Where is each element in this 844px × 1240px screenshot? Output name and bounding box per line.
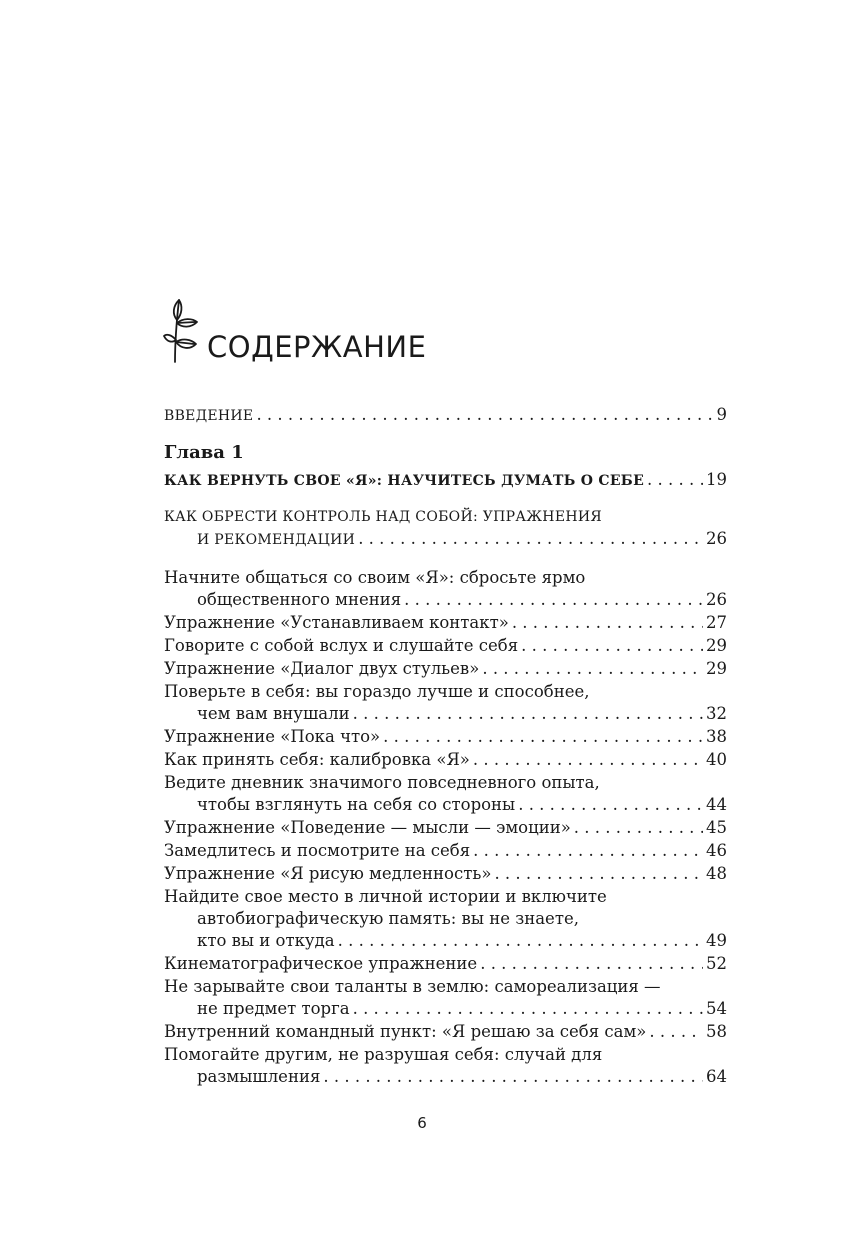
toc-entry-title: ВВЕДЕНИЕ: [164, 408, 254, 424]
toc-entry-chapter-title[interactable]: [164, 469, 727, 492]
toc-entry-page: 29: [706, 636, 727, 655]
dot-leader: [521, 635, 703, 657]
toc-entry-page: 26: [706, 590, 727, 609]
toc-entry-title-line: Помогайте другим, не разрушая себя: случай для: [164, 1045, 603, 1064]
toc-entry[interactable]: [164, 749, 727, 771]
dot-leader: [518, 794, 703, 816]
toc-entry-title-line: Упражнение «Устанавливаем контакт»: [164, 613, 509, 632]
toc-entry-title-line: Упражнение «Диалог двух стульев»: [164, 659, 480, 678]
toc-entry-title-line: Ведите дневник значимого повседневного опыта,: [164, 773, 600, 792]
toc-entry-page: 48: [706, 864, 727, 883]
toc-entry-page: 19: [706, 470, 727, 489]
dot-leader: [574, 817, 703, 839]
toc-entry-title-line: Упражнение «Поведение — мысли — эмоции»: [164, 818, 571, 837]
toc-entry-title-line: Не зарывайте свои таланты в землю: самореализация —: [164, 977, 661, 996]
leaf-sprig-icon: [163, 296, 205, 364]
toc-entry-title-line: КАК ОБРЕСТИ КОНТРОЛЬ НАД СОБОЙ: УПРАЖНЕНИЯ: [164, 509, 602, 525]
dot-leader: [323, 1066, 703, 1088]
toc-entry-title-line: размышления: [197, 1067, 321, 1086]
toc-entry-title-line: Как принять себя: калибровка «Я»: [164, 750, 470, 769]
toc-entry-title-line: Поверьте в себя: вы гораздо лучше и способнее,: [164, 682, 590, 701]
toc-entry[interactable]: [164, 681, 727, 725]
dot-leader: [256, 404, 713, 426]
toc-entry-title-line: Упражнение «Пока что»: [164, 727, 381, 746]
dot-leader: [473, 840, 703, 862]
toc-entry-page: 45: [706, 818, 727, 837]
toc-entry[interactable]: [164, 953, 727, 975]
table-of-contents: [164, 404, 727, 1088]
toc-entry[interactable]: [164, 772, 727, 816]
dot-leader: [480, 953, 703, 975]
toc-entry-title-line: Говорите с собой вслух и слушайте себя: [164, 636, 519, 655]
toc-entry-page: 49: [706, 931, 727, 950]
toc-entry[interactable]: [164, 567, 727, 611]
toc-entry-title-line: автобиографическую память: вы не знаете,: [197, 909, 579, 928]
toc-entry[interactable]: [164, 726, 727, 748]
dot-leader: [383, 726, 703, 748]
toc-entry-page: 38: [706, 727, 727, 746]
toc-entry-page: 52: [706, 954, 727, 973]
dot-leader: [649, 1021, 703, 1043]
toc-entry[interactable]: [164, 658, 727, 680]
toc-entry-title-line: Замедлитесь и посмотрите на себя: [164, 841, 471, 860]
toc-entry-title-line: кто вы и откуда: [197, 931, 335, 950]
toc-entry-section[interactable]: [164, 506, 727, 551]
toc-entry[interactable]: [164, 976, 727, 1020]
toc-entry-title-line: Упражнение «Я рисую медленность»: [164, 864, 492, 883]
dot-leader: [482, 658, 703, 680]
toc-entry[interactable]: [164, 1044, 727, 1088]
dot-leader: [358, 528, 703, 550]
toc-entry[interactable]: [164, 840, 727, 862]
toc-item-list: [164, 567, 727, 1088]
toc-entry-page: 40: [706, 750, 727, 769]
toc-entry-title-line: общественного мнения: [197, 590, 402, 609]
toc-entry-title-line: чем вам внушали: [197, 704, 350, 723]
toc-entry-page: 54: [706, 999, 727, 1018]
toc-entry-title-line: Найдите свое место в личной истории и включите: [164, 887, 607, 906]
toc-entry[interactable]: [164, 863, 727, 885]
dot-leader: [647, 469, 703, 491]
toc-entry-page: 29: [706, 659, 727, 678]
toc-entry[interactable]: [164, 886, 727, 952]
dot-leader: [404, 589, 703, 611]
page-title: СОДЕРЖАНИЕ: [207, 330, 427, 364]
toc-entry-page: 46: [706, 841, 727, 860]
page-number: 6: [417, 1114, 427, 1132]
toc-entry-intro[interactable]: [164, 404, 727, 427]
toc-entry-page: 32: [706, 704, 727, 723]
dot-leader: [512, 612, 703, 634]
toc-entry-page: 27: [706, 613, 727, 632]
contents-heading: [163, 296, 426, 364]
dot-leader: [494, 863, 703, 885]
toc-entry-page: 44: [706, 795, 727, 814]
toc-entry-page: 9: [716, 405, 727, 424]
toc-entry[interactable]: [164, 635, 727, 657]
toc-entry[interactable]: [164, 817, 727, 839]
toc-entry-title-line: чтобы взглянуть на себя со стороны: [197, 795, 516, 814]
toc-entry-page: 26: [706, 529, 727, 548]
toc-entry-page: 64: [706, 1067, 727, 1086]
toc-entry[interactable]: [164, 1021, 727, 1043]
toc-entry-title-line: не предмет торга: [197, 999, 350, 1018]
toc-entry-title-line: И РЕКОМЕНДАЦИИ: [197, 532, 356, 548]
toc-entry-title-line: Начните общаться со своим «Я»: сбросьте ярмо: [164, 568, 586, 587]
toc-entry-title: КАК ВЕРНУТЬ СВОЕ «Я»: НАУЧИТЕСЬ ДУМАТЬ О СЕБЕ: [164, 473, 645, 489]
dot-leader: [353, 703, 703, 725]
toc-entry[interactable]: [164, 612, 727, 634]
toc-entry-title-line: Внутренний командный пункт: «Я решаю за себя сам»: [164, 1022, 647, 1041]
chapter-label: Глава 1: [164, 442, 244, 463]
dot-leader: [338, 930, 703, 952]
dot-leader: [353, 998, 703, 1020]
dot-leader: [473, 749, 703, 771]
toc-entry-page: 58: [706, 1022, 727, 1041]
toc-entry-title-line: Кинематографическое упражнение: [164, 954, 478, 973]
